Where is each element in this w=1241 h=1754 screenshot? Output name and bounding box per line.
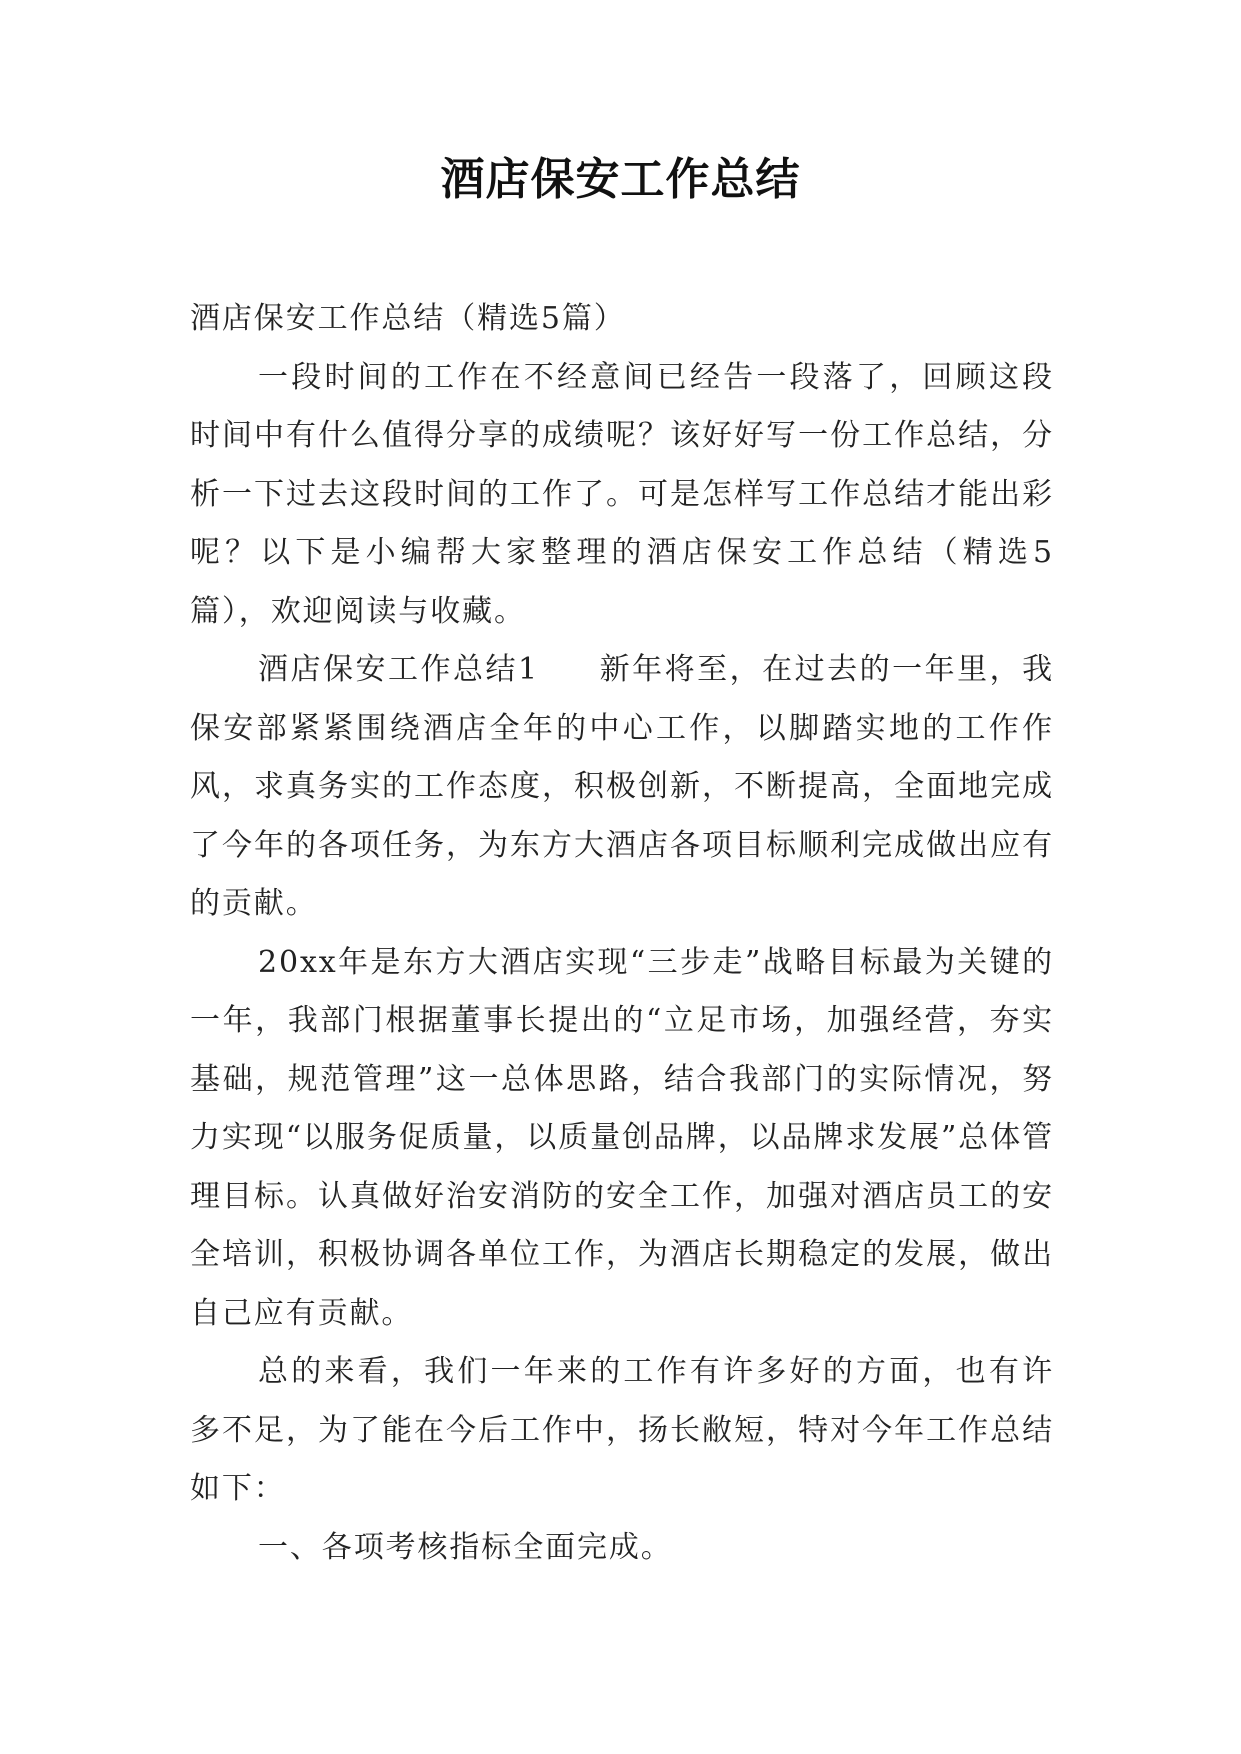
intro-paragraph: 一段时间的工作在不经意间已经告一段落了，回顾这段时间中有什么值得分享的成绩呢？该好好写一份工作总结，分析一下过去这段时间的工作了。可是怎样写工作总结才能出彩呢？以下是小编帮大家整理的酒店保安工作总结（精选5篇），欢迎阅读与收藏。 — [190, 359, 1054, 629]
summary-paragraph: 总的来看，我们一年来的工作有许多好的方面，也有许多不足，为了能在今后工作中，扬长敝短，特对今年工作总结如下： — [190, 1354, 1054, 1506]
section-1-heading: 酒店保安工作总结1 — [258, 652, 539, 687]
document-title: 酒店保安工作总结 — [440, 154, 801, 205]
section-1-text: 新年将至，在过去的一年里，我保安部紧紧围绕酒店全年的中心工作，以脚踏实地的工作作风，求真务实的工作态度，积极创新，不断提高，全面地完成了今年的各项任务，为东方大酒店各项目标顺利完成做出应有的贡献。 — [190, 652, 1055, 921]
strategy-paragraph: 20xx年是东方大酒店实现“三步走”战略目标最为关键的一年，我部门根据董事长提出的“立足市场，加强经营，夯实基础，规范管理”这一总体思路，结合我部门的实际情况，努力实现“以服务促质量，以质量创品牌，以品牌求发展”总体管理目标。认真做好治安消防的安全工作，加强对酒店员工的安全培训，积极协调各单位工作，为酒店长期稳定的发展，做出自己应有贡献。 — [190, 944, 1054, 1331]
document-body — [190, 290, 1054, 1577]
section-1-paragraph — [190, 641, 1054, 934]
document-subtitle: 酒店保安工作总结（精选5篇） — [190, 301, 626, 336]
point-1-paragraph: 一、各项考核指标全面完成。 — [258, 1529, 673, 1565]
